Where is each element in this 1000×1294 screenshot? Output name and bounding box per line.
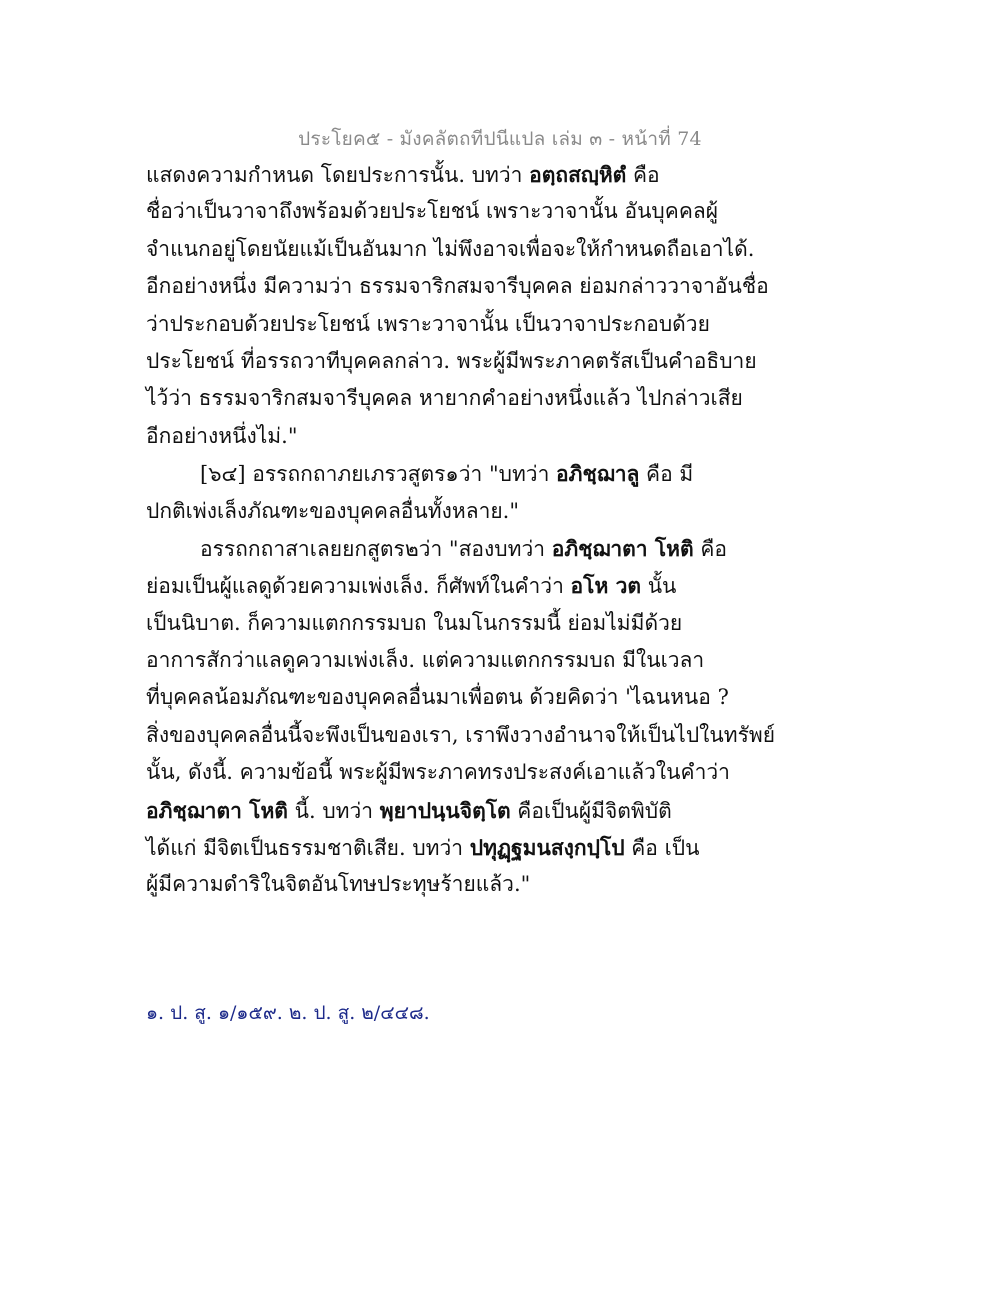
text-line: [146, 193, 866, 230]
text-run: ได้แก่ มีจิตเป็นธรรมชาติเสีย. บทว่า: [146, 836, 470, 861]
text-run: [๖๔] อรรถกถาภยเภรวสูตร๑ว่า "บทว่า: [200, 462, 557, 487]
bold-term: พฺยาปนฺนจิตฺโต: [379, 797, 511, 823]
text-run: อาการสักว่าแลดูความเพ่งเล็ง. แต่ความแตกกรรมบถ มีในเวลา: [146, 648, 705, 673]
text-run: อีกอย่างหนึ่ง มีความว่า ธรรมจาริกสมจารีบุคคล ย่อมกล่าววาจาอันชื่อ: [146, 274, 769, 299]
text-line: [146, 418, 866, 455]
text-run: ชื่อว่าเป็นวาจาถึงพร้อมด้วยประโยชน์ เพราะวาจานั้น อันบุคคลผู้: [146, 199, 719, 224]
text-line: [146, 530, 866, 567]
body-text: [146, 156, 866, 904]
text-line: [146, 792, 866, 829]
text-line: [146, 231, 866, 268]
text-line: [146, 754, 866, 791]
text-line: [146, 380, 866, 417]
text-run: อรรถกถาสาเลยยกสูตร๒ว่า "สองบทว่า: [200, 536, 552, 561]
text-run: นี้. บทว่า: [287, 798, 380, 823]
text-line: [146, 717, 866, 754]
text-run: อีกอย่างหนึ่งไม่.": [146, 423, 298, 448]
text-line: [146, 567, 866, 604]
text-line: [146, 268, 866, 305]
text-line: [146, 455, 866, 492]
text-line: [146, 343, 866, 380]
text-run: นั้น: [641, 574, 677, 599]
text-line: [146, 156, 866, 193]
bold-term: อภิชฺฌาตา โหติ: [146, 797, 288, 823]
text-run: นั้น, ดังนี้. ความข้อนี้ พระผู้มีพระภาคทรงประสงค์เอาแล้วในคำว่า: [146, 760, 730, 785]
text-run: คือ มี: [639, 462, 694, 487]
text-run: คือ: [626, 163, 660, 187]
text-run: ผู้มีความดำริในจิตอันโทษประทุษร้ายแล้ว.": [146, 872, 531, 897]
text-run: สิ่งของบุคคลอื่นนี้จะพึงเป็นของเรา, เราพึงวางอำนาจให้เป็นไปในทรัพย์: [146, 722, 776, 747]
bold-term: อโห วต: [570, 573, 642, 599]
text-run: จำแนกอยู่โดยนัยแม้เป็นอันมาก ไม่พึงอาจเพื่อจะให้กำหนดถือเอาได้.: [146, 236, 755, 261]
text-run: ย่อมเป็นผู้แลดูด้วยความเพ่งเล็ง. ก็ศัพท์ในคำว่า: [146, 574, 571, 599]
text-line: [146, 866, 866, 903]
text-line: [146, 679, 866, 716]
bold-term: อภิชฺฌาลู: [556, 461, 640, 487]
text-run: ประโยชน์ ที่อรรถวาทีบุคคลกล่าว. พระผู้มีพระภาคตรัสเป็นคำอธิบาย: [146, 348, 757, 373]
text-run: เป็นนิบาต. ก็ความแตกกรรมบถ ในมโนกรรมนี้ ย่อมไม่มีด้วย: [146, 610, 683, 635]
text-run: ปกติเพ่งเล็งภัณฑะของบุคคลอื่นทั้งหลาย.": [146, 498, 520, 523]
bold-term: ปทุฏฺฐมนสงฺกปฺโป: [469, 835, 625, 861]
bold-term: อภิชฺฌาตา โหติ: [551, 535, 694, 561]
text-line: [146, 493, 866, 530]
text-run: แสดงความกำหนด โดยประการนั้น. บทว่า: [146, 163, 530, 187]
text-run: คือเป็นผู้มีจิตพิบัติ: [510, 798, 672, 823]
text-run: ไว้ว่า ธรรมจาริกสมจารีบุคคล หายากคำอย่างหนึ่งแล้ว ไปกล่าวเสีย: [146, 386, 743, 411]
text-line: [146, 306, 866, 343]
text-run: ที่บุคคลน้อมภัณฑะของบุคคลอื่นมาเพื่อตน ด้วยคิดว่า 'ไฉนหนอ ?: [146, 685, 729, 710]
page-header: ประโยค๕ - มังคลัตถทีปนีแปล เล่ม ๓ - หน้าที่ 74: [298, 128, 702, 150]
text-run: คือ: [693, 536, 727, 561]
text-run: คือ เป็น: [624, 836, 700, 861]
text-line: [146, 605, 866, 642]
text-line: [146, 829, 866, 866]
text-run: ว่าประกอบด้วยประโยชน์ เพราะวาจานั้น เป็นวาจาประกอบด้วย: [146, 311, 710, 336]
bold-term: อตฺถสญฺหิตํ: [529, 162, 627, 187]
text-line: [146, 642, 866, 679]
footnote: ๑. ป. สู. ๑/๑๕๙. ๒. ป. สู. ๒/๔๔๘.: [146, 1002, 430, 1024]
